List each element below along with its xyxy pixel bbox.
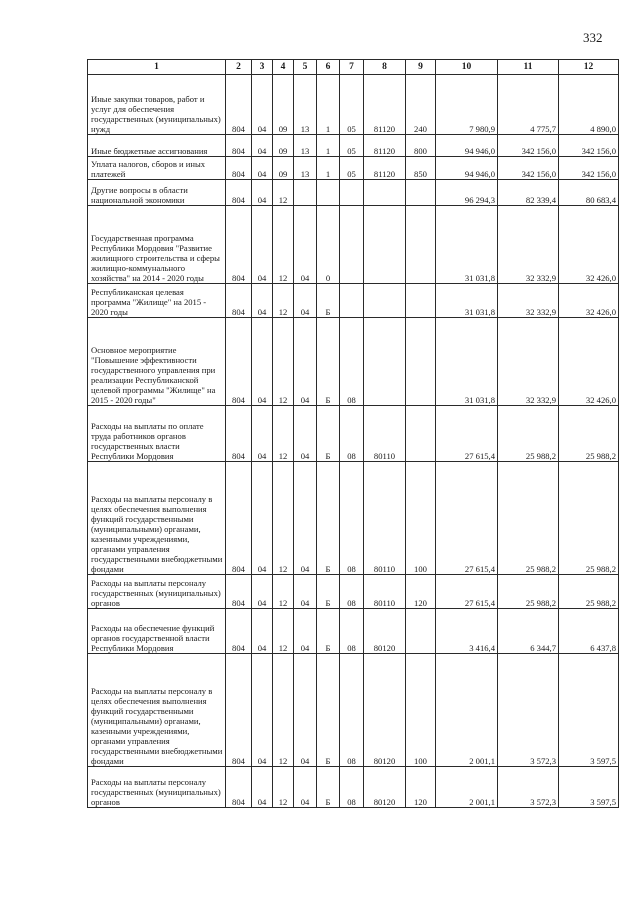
- section-code: 04: [252, 318, 273, 406]
- amount-col-10: 3 416,4: [436, 609, 498, 654]
- ministry-code: 804: [226, 318, 252, 406]
- subsection-code: 12: [273, 462, 294, 575]
- event-code: 08: [340, 575, 364, 609]
- table-row: [88, 135, 619, 157]
- amount-col-11: 25 988,2: [498, 462, 559, 575]
- ministry-code: 804: [226, 406, 252, 462]
- page-number: 332: [583, 30, 603, 45]
- amount-col-12: 342 156,0: [559, 157, 619, 180]
- subprogram-code: 1: [317, 157, 340, 180]
- table-row: [88, 654, 619, 767]
- expense-name: Государственная программа Республики Мордовия "Развитие жилищного строительства и сферы жилищно-коммунального хозяйства" на 2014 - 2020 годы: [88, 206, 226, 284]
- direction-code: 80110: [364, 406, 406, 462]
- amount-col-11: 6 344,7: [498, 609, 559, 654]
- header-row: [88, 60, 619, 75]
- amount-col-11: 3 572,3: [498, 767, 559, 808]
- expense-type-code: [406, 284, 436, 318]
- amount-col-11: 32 332,9: [498, 206, 559, 284]
- amount-col-10: 96 294,3: [436, 180, 498, 206]
- expense-type-code: 850: [406, 157, 436, 180]
- subprogram-code: 1: [317, 75, 340, 135]
- event-code: 05: [340, 157, 364, 180]
- direction-code: 80120: [364, 767, 406, 808]
- table-row: [88, 767, 619, 808]
- section-code: 04: [252, 135, 273, 157]
- table-row: [88, 575, 619, 609]
- expense-type-code: 800: [406, 135, 436, 157]
- event-code: 05: [340, 75, 364, 135]
- amount-col-12: 32 426,0: [559, 284, 619, 318]
- expense-type-code: [406, 180, 436, 206]
- amount-col-10: 27 615,4: [436, 406, 498, 462]
- expense-type-code: [406, 609, 436, 654]
- budget-table: [87, 59, 619, 808]
- column-header-9: 9: [406, 60, 436, 75]
- expense-type-code: 120: [406, 767, 436, 808]
- program-code: 04: [294, 609, 317, 654]
- subprogram-code: Б: [317, 609, 340, 654]
- event-code: 08: [340, 406, 364, 462]
- event-code: 08: [340, 767, 364, 808]
- direction-code: 81120: [364, 157, 406, 180]
- amount-col-11: 4 775,7: [498, 75, 559, 135]
- subsection-code: 12: [273, 318, 294, 406]
- section-code: 04: [252, 75, 273, 135]
- program-code: 04: [294, 767, 317, 808]
- amount-col-10: 31 031,8: [436, 206, 498, 284]
- amount-col-10: 2 001,1: [436, 654, 498, 767]
- amount-col-12: 4 890,0: [559, 75, 619, 135]
- subsection-code: 09: [273, 75, 294, 135]
- expense-name: Расходы на выплаты по оплате труда работников органов государственных власти Республики Мордовия: [88, 406, 226, 462]
- column-header-4: 4: [273, 60, 294, 75]
- program-code: 13: [294, 135, 317, 157]
- amount-col-12: 342 156,0: [559, 135, 619, 157]
- section-code: 04: [252, 609, 273, 654]
- amount-col-10: 2 001,1: [436, 767, 498, 808]
- table-row: [88, 406, 619, 462]
- section-code: 04: [252, 767, 273, 808]
- amount-col-12: 25 988,2: [559, 406, 619, 462]
- program-code: 04: [294, 284, 317, 318]
- amount-col-11: 342 156,0: [498, 135, 559, 157]
- ministry-code: 804: [226, 609, 252, 654]
- amount-col-12: 3 597,5: [559, 654, 619, 767]
- section-code: 04: [252, 206, 273, 284]
- table-row: [88, 318, 619, 406]
- expense-name: Основное мероприятие "Повышение эффективности государственного управления при реализации Республиканской целевой программы "Жилище" на 2015 - 2020 годы": [88, 318, 226, 406]
- section-code: 04: [252, 180, 273, 206]
- ministry-code: 804: [226, 654, 252, 767]
- event-code: [340, 284, 364, 318]
- subprogram-code: Б: [317, 654, 340, 767]
- table-row: [88, 157, 619, 180]
- ministry-code: 804: [226, 462, 252, 575]
- expense-name: Иные закупки товаров, работ и услуг для обеспечения государственных (муниципальных) нужд: [88, 75, 226, 135]
- expense-name: Иные бюджетные ассигнования: [88, 135, 226, 157]
- direction-code: [364, 318, 406, 406]
- subsection-code: 12: [273, 206, 294, 284]
- subsection-code: 09: [273, 135, 294, 157]
- event-code: 08: [340, 609, 364, 654]
- column-header-8: 8: [364, 60, 406, 75]
- subsection-code: 12: [273, 654, 294, 767]
- program-code: 04: [294, 462, 317, 575]
- program-code: 04: [294, 206, 317, 284]
- event-code: 05: [340, 135, 364, 157]
- expense-type-code: [406, 406, 436, 462]
- program-code: [294, 180, 317, 206]
- subprogram-code: Б: [317, 462, 340, 575]
- amount-col-12: 80 683,4: [559, 180, 619, 206]
- expense-name: Уплата налогов, сборов и иных платежей: [88, 157, 226, 180]
- section-code: 04: [252, 575, 273, 609]
- expense-type-code: [406, 318, 436, 406]
- event-code: 08: [340, 318, 364, 406]
- ministry-code: 804: [226, 75, 252, 135]
- column-header-12: 12: [559, 60, 619, 75]
- subprogram-code: Б: [317, 767, 340, 808]
- section-code: 04: [252, 406, 273, 462]
- subsection-code: 12: [273, 767, 294, 808]
- ministry-code: 804: [226, 157, 252, 180]
- table-row: [88, 609, 619, 654]
- expense-name: Расходы на выплаты персоналу государственных (муниципальных) органов: [88, 575, 226, 609]
- amount-col-12: 25 988,2: [559, 462, 619, 575]
- amount-col-10: 94 946,0: [436, 135, 498, 157]
- column-header-11: 11: [498, 60, 559, 75]
- direction-code: [364, 206, 406, 284]
- section-code: 04: [252, 157, 273, 180]
- program-code: 13: [294, 157, 317, 180]
- amount-col-10: 27 615,4: [436, 462, 498, 575]
- event-code: 08: [340, 462, 364, 575]
- subsection-code: 12: [273, 609, 294, 654]
- amount-col-12: 3 597,5: [559, 767, 619, 808]
- column-header-10: 10: [436, 60, 498, 75]
- amount-col-11: 25 988,2: [498, 575, 559, 609]
- expense-type-code: 120: [406, 575, 436, 609]
- expense-type-code: 240: [406, 75, 436, 135]
- table-row: [88, 180, 619, 206]
- amount-col-11: 32 332,9: [498, 284, 559, 318]
- ministry-code: 804: [226, 284, 252, 318]
- expense-type-code: [406, 206, 436, 284]
- direction-code: 81120: [364, 135, 406, 157]
- program-code: 13: [294, 75, 317, 135]
- direction-code: 80120: [364, 609, 406, 654]
- subsection-code: 12: [273, 284, 294, 318]
- program-code: 04: [294, 654, 317, 767]
- amount-col-10: 7 980,9: [436, 75, 498, 135]
- subprogram-code: 0: [317, 206, 340, 284]
- expense-name: Расходы на выплаты персоналу в целях обеспечения выполнения функций государственными (муниципальными) органами, казенными учреждениями, органами управления государственными внебюджетными фондами: [88, 654, 226, 767]
- subsection-code: 09: [273, 157, 294, 180]
- column-header-5: 5: [294, 60, 317, 75]
- subsection-code: 12: [273, 575, 294, 609]
- direction-code: 80110: [364, 462, 406, 575]
- amount-col-12: 32 426,0: [559, 206, 619, 284]
- direction-code: [364, 284, 406, 318]
- direction-code: 80110: [364, 575, 406, 609]
- subprogram-code: Б: [317, 406, 340, 462]
- amount-col-10: 31 031,8: [436, 284, 498, 318]
- expense-type-code: 100: [406, 654, 436, 767]
- program-code: 04: [294, 406, 317, 462]
- amount-col-12: 6 437,8: [559, 609, 619, 654]
- direction-code: [364, 180, 406, 206]
- subprogram-code: 1: [317, 135, 340, 157]
- event-code: [340, 180, 364, 206]
- expense-name: Расходы на обеспечение функций органов государственной власти Республики Мордовия: [88, 609, 226, 654]
- amount-col-12: 25 988,2: [559, 575, 619, 609]
- ministry-code: 804: [226, 206, 252, 284]
- expense-name: Другие вопросы в области национальной экономики: [88, 180, 226, 206]
- subprogram-code: Б: [317, 575, 340, 609]
- table-row: [88, 462, 619, 575]
- expense-name: Расходы на выплаты персоналу в целях обеспечения выполнения функций государственными (муниципальными) органами, казенными учреждениями, органами управления государственными внебюджетными фондами: [88, 462, 226, 575]
- section-code: 04: [252, 654, 273, 767]
- expense-name: Расходы на выплаты персоналу государственных (муниципальных) органов: [88, 767, 226, 808]
- expense-name: Республиканская целевая программа "Жилище" на 2015 - 2020 годы: [88, 284, 226, 318]
- table-row: [88, 75, 619, 135]
- column-header-7: 7: [340, 60, 364, 75]
- expense-type-code: 100: [406, 462, 436, 575]
- ministry-code: 804: [226, 135, 252, 157]
- ministry-code: 804: [226, 180, 252, 206]
- amount-col-11: 82 339,4: [498, 180, 559, 206]
- subsection-code: 12: [273, 180, 294, 206]
- section-code: 04: [252, 284, 273, 318]
- program-code: 04: [294, 318, 317, 406]
- subprogram-code: [317, 180, 340, 206]
- amount-col-12: 32 426,0: [559, 318, 619, 406]
- section-code: 04: [252, 462, 273, 575]
- column-header-2: 2: [226, 60, 252, 75]
- table-row: [88, 284, 619, 318]
- event-code: 08: [340, 654, 364, 767]
- amount-col-10: 31 031,8: [436, 318, 498, 406]
- direction-code: 81120: [364, 75, 406, 135]
- amount-col-11: 32 332,9: [498, 318, 559, 406]
- amount-col-11: 342 156,0: [498, 157, 559, 180]
- amount-col-11: 3 572,3: [498, 654, 559, 767]
- amount-col-10: 27 615,4: [436, 575, 498, 609]
- table-row: [88, 206, 619, 284]
- column-header-1: 1: [88, 60, 226, 75]
- subsection-code: 12: [273, 406, 294, 462]
- column-header-6: 6: [317, 60, 340, 75]
- subprogram-code: Б: [317, 318, 340, 406]
- event-code: [340, 206, 364, 284]
- subprogram-code: Б: [317, 284, 340, 318]
- amount-col-11: 25 988,2: [498, 406, 559, 462]
- column-header-3: 3: [252, 60, 273, 75]
- ministry-code: 804: [226, 575, 252, 609]
- direction-code: 80120: [364, 654, 406, 767]
- ministry-code: 804: [226, 767, 252, 808]
- amount-col-10: 94 946,0: [436, 157, 498, 180]
- program-code: 04: [294, 575, 317, 609]
